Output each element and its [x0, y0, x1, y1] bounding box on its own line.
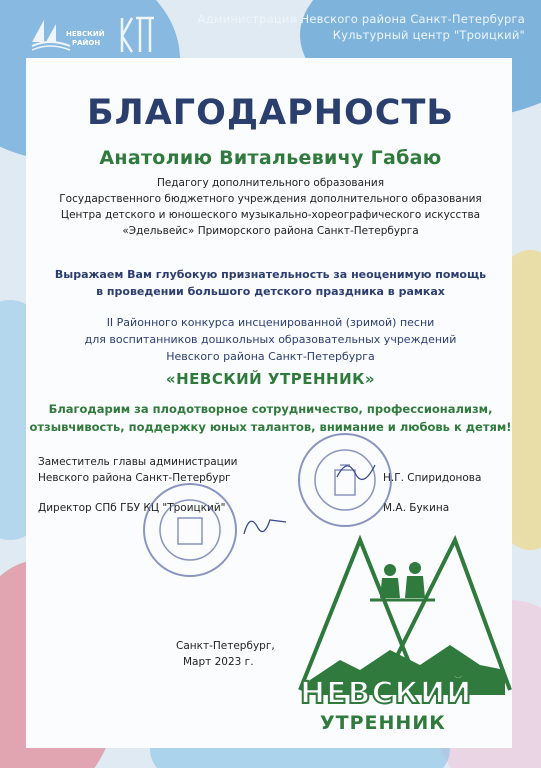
kc-troitsky-logo: [118, 12, 158, 56]
position-line-2: Государственного бюджетного учреждения дополнительного образования: [59, 193, 482, 205]
director-name: М.А. Букина: [383, 502, 450, 514]
org-line1: Администрация Невского района Санкт-Петербурга: [197, 12, 525, 26]
thanks-line-1: Благодарим за плодотворное сотрудничество, профессионализм,: [48, 402, 493, 416]
kc-stamp: [140, 480, 240, 580]
signature-deputy: [335, 455, 385, 485]
org-line2: Культурный центр "Троицкий": [332, 28, 525, 42]
emblem-word-1: НЕВСКИЙ: [300, 676, 473, 711]
deputy-name: Н.Г. Спиридонова: [383, 472, 482, 484]
deputy-title-line-2: Невского района Санкт-Петербург: [38, 472, 231, 484]
place: Санкт-Петербург,: [176, 640, 275, 652]
certificate-title: БЛАГОДАРНОСТЬ: [86, 93, 455, 133]
position-line-1: Педагогу дополнительного образования: [156, 177, 385, 189]
logo-text-line2: РАЙОН: [72, 39, 101, 47]
thanks-line-2: отзывчивость, поддержку юных талантов, внимание и любовь к детям!: [29, 420, 512, 434]
contest-line-3: Невского района Санкт-Петербурга: [166, 350, 375, 363]
position-line-3: Центра детского и юношеского музыкально-хореографического искусства: [60, 209, 481, 221]
director-title: Директор СПб ГБУ КЦ "Троицкий": [38, 502, 226, 514]
recipient-name: Анатолию Витальевичу Габаю: [99, 147, 442, 169]
date: Март 2023 г.: [183, 656, 254, 668]
gratitude-line-1: Выражаем Вам глубокую признательность за неоценимую помощь: [54, 268, 487, 281]
contest-line-2: для воспитанников дошкольных образовательных учреждений: [84, 333, 457, 346]
contest-line-1: II Районного конкурса инсценированной (зримой) песни: [106, 316, 435, 329]
emblem-word-2: УТРЕННИК: [320, 712, 446, 734]
header: [0, 0, 541, 58]
position-line-4: «Эдельвейс» Приморского района Санкт-Петербурга: [122, 225, 419, 237]
gratitude-line-2: в проведении большого детского праздника в рамках: [96, 285, 445, 298]
deputy-title-line-1: Заместитель главы администрации: [38, 456, 238, 468]
logo-text-line1: НЕВСКИЙ: [66, 30, 105, 38]
event-name: «НЕВСКИЙ УТРЕННИК»: [165, 370, 376, 388]
